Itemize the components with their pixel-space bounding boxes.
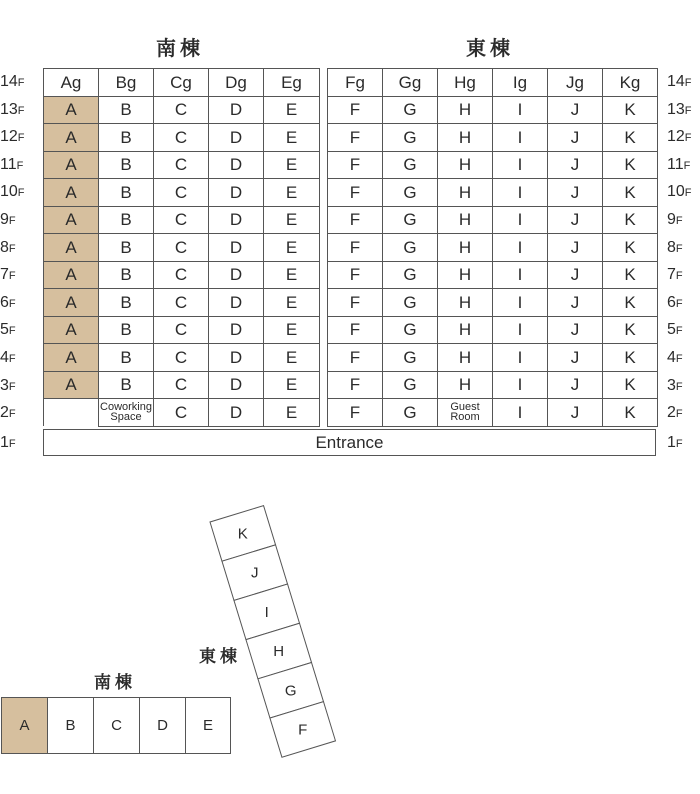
unit-k: K <box>603 289 658 317</box>
unit-c: C <box>154 316 209 344</box>
column-header-gg: Gg <box>383 69 438 97</box>
unit-e: E <box>264 124 320 152</box>
floor-number: 12 <box>667 128 685 146</box>
unit-g: G <box>383 151 438 179</box>
unit-a: A <box>44 151 99 179</box>
unit-f: F <box>328 206 383 234</box>
floor-number: 5 <box>667 321 676 339</box>
map-east-label: 東棟 <box>199 647 241 667</box>
unit-h: H <box>438 316 493 344</box>
unit-f: F <box>328 289 383 317</box>
floor-number: 10 <box>0 183 18 201</box>
unit-g: G <box>383 344 438 372</box>
column-header-ig: Ig <box>493 69 548 97</box>
unit-j: J <box>548 124 603 152</box>
unit-f: F <box>328 371 383 399</box>
map-east-stack <box>210 506 335 758</box>
unit-h: H <box>438 289 493 317</box>
unit-g: G <box>383 371 438 399</box>
column-header-ag: Ag <box>44 69 99 97</box>
unit-c: C <box>154 371 209 399</box>
unit-d: D <box>209 344 264 372</box>
floor-suffix: F <box>8 242 16 255</box>
unit-k: K <box>603 96 658 124</box>
unit-g: G <box>383 261 438 289</box>
map-unit-e: E <box>185 697 231 754</box>
floor-number: 8 <box>667 238 676 256</box>
floor-suffix: F <box>675 380 683 393</box>
column-header-dg: Dg <box>209 69 264 97</box>
unit-b: B <box>99 344 154 372</box>
unit-b: B <box>99 261 154 289</box>
column-header-eg: Eg <box>264 69 320 97</box>
floor-number: 7 <box>0 266 9 284</box>
unit-e: E <box>264 371 320 399</box>
floor-number: 3 <box>0 376 9 394</box>
unit-d: D <box>209 234 264 262</box>
floor-suffix: F <box>17 132 25 145</box>
floor-suffix: F <box>684 77 692 89</box>
floor-number: 1 <box>667 434 676 451</box>
floor-suffix: F <box>8 215 16 227</box>
floor-number: 13 <box>667 100 685 118</box>
unit-i: I <box>493 96 548 124</box>
unit-b: B <box>99 151 154 179</box>
floor-number: 4 <box>0 349 9 366</box>
unit-b: B <box>99 206 154 234</box>
unit-a: A <box>44 124 99 152</box>
unit-k: K <box>603 206 658 234</box>
map-unit-a: A <box>1 697 48 754</box>
unit-a: A <box>44 234 99 262</box>
unit-c: C <box>154 151 209 179</box>
unit-2f-4: I <box>493 399 548 427</box>
unit-f: F <box>328 124 383 152</box>
unit-k: K <box>603 316 658 344</box>
floor-number: 3 <box>667 376 676 394</box>
unit-g: G <box>383 234 438 262</box>
unit-e: E <box>264 316 320 344</box>
unit-k: K <box>603 344 658 372</box>
floor-number: 1 <box>0 434 9 451</box>
map-south-label: 南棟 <box>94 673 136 693</box>
unit-e: E <box>264 96 320 124</box>
unit-j: J <box>548 206 603 234</box>
unit-b: B <box>99 371 154 399</box>
floor-suffix: F <box>17 187 25 200</box>
floor-number: 6 <box>0 293 9 311</box>
unit-a: A <box>44 206 99 234</box>
floor-suffix: F <box>16 159 24 172</box>
unit-b: B <box>99 96 154 124</box>
unit-2f-4: D <box>209 399 264 427</box>
column-header-fg: Fg <box>328 69 383 97</box>
floor-number: 2 <box>667 404 676 422</box>
column-header-bg: Bg <box>99 69 154 97</box>
unit-g: G <box>383 206 438 234</box>
unit-j: J <box>548 179 603 207</box>
unit-d: D <box>209 124 264 152</box>
column-header-jg: Jg <box>548 69 603 97</box>
unit-i: I <box>493 206 548 234</box>
floor-number: 5 <box>0 321 9 339</box>
unit-e: E <box>264 206 320 234</box>
unit-i: I <box>493 124 548 152</box>
unit-d: D <box>209 316 264 344</box>
unit-i: I <box>493 234 548 262</box>
floor-number: 14 <box>0 73 18 90</box>
floor-suffix: F <box>8 325 16 338</box>
unit-a: A <box>44 344 99 372</box>
unit-d: D <box>209 289 264 317</box>
unit-e: E <box>264 151 320 179</box>
unit-h: H <box>438 344 493 372</box>
floor-number: 9 <box>667 211 676 228</box>
unit-b: B <box>99 179 154 207</box>
map-unit-j: J <box>251 564 259 582</box>
floor-suffix: F <box>17 104 25 117</box>
map-unit-f: F <box>298 721 308 739</box>
unit-d: D <box>209 96 264 124</box>
east-building-title: 東棟 <box>466 36 514 60</box>
unit-e: E <box>264 234 320 262</box>
unit-a: A <box>44 261 99 289</box>
unit-k: K <box>603 179 658 207</box>
unit-c: C <box>154 261 209 289</box>
unit-h: H <box>438 371 493 399</box>
map-unit-h: H <box>273 643 285 661</box>
floor-number: 6 <box>667 293 676 311</box>
floor-number: 11 <box>667 155 684 173</box>
unit-2f-1: F <box>328 399 383 427</box>
unit-i: I <box>493 289 548 317</box>
floor-suffix: F <box>8 438 16 450</box>
floor-number: 10 <box>667 183 685 201</box>
unit-f: F <box>328 151 383 179</box>
floor-suffix: F <box>675 297 683 310</box>
unit-a: A <box>44 179 99 207</box>
unit-j: J <box>548 344 603 372</box>
floor-number: 14 <box>667 73 685 90</box>
unit-g: G <box>383 124 438 152</box>
unit-f: F <box>328 261 383 289</box>
floor-suffix: F <box>8 297 16 310</box>
unit-j: J <box>548 289 603 317</box>
unit-2f-5: J <box>548 399 603 427</box>
unit-j: J <box>548 151 603 179</box>
unit-h: H <box>438 124 493 152</box>
unit-i: I <box>493 371 548 399</box>
unit-i: I <box>493 344 548 372</box>
unit-i: I <box>493 151 548 179</box>
floor-suffix: F <box>684 104 692 117</box>
floor-suffix: F <box>675 270 683 283</box>
unit-k: K <box>603 151 658 179</box>
unit-c: C <box>154 206 209 234</box>
unit-j: J <box>548 261 603 289</box>
unit-j: J <box>548 234 603 262</box>
south-building-title: 南棟 <box>156 36 204 60</box>
unit-g: G <box>383 316 438 344</box>
floor-suffix: F <box>675 353 683 365</box>
unit-f: F <box>328 234 383 262</box>
unit-i: I <box>493 261 548 289</box>
floor-suffix: F <box>675 408 683 421</box>
floor-number: 12 <box>0 128 18 146</box>
unit-i: I <box>493 179 548 207</box>
column-header-cg: Cg <box>154 69 209 97</box>
unit-k: K <box>603 371 658 399</box>
floor-number: 8 <box>0 238 9 256</box>
unit-2f-5: E <box>264 399 320 427</box>
unit-h: H <box>438 234 493 262</box>
unit-a: A <box>44 289 99 317</box>
entrance-floor: Entrance <box>43 429 656 456</box>
floor-suffix: F <box>8 270 16 283</box>
unit-b: B <box>99 289 154 317</box>
unit-j: J <box>548 316 603 344</box>
unit-2f-3: Guest Room <box>438 399 493 427</box>
unit-d: D <box>209 151 264 179</box>
unit-h: H <box>438 179 493 207</box>
floor-number: 4 <box>667 349 676 366</box>
unit-b: B <box>99 124 154 152</box>
unit-h: H <box>438 206 493 234</box>
unit-d: D <box>209 206 264 234</box>
unit-g: G <box>383 289 438 317</box>
unit-g: G <box>383 179 438 207</box>
unit-e: E <box>264 344 320 372</box>
floor-suffix: F <box>8 380 16 393</box>
unit-c: C <box>154 179 209 207</box>
unit-d: D <box>209 261 264 289</box>
unit-k: K <box>603 261 658 289</box>
unit-2f-2: G <box>383 399 438 427</box>
floor-suffix: F <box>675 325 683 338</box>
unit-j: J <box>548 96 603 124</box>
unit-g: G <box>383 96 438 124</box>
column-header-kg: Kg <box>603 69 658 97</box>
floor-number: 2 <box>0 404 9 422</box>
unit-2f-3: C <box>154 399 209 427</box>
unit-i: I <box>493 316 548 344</box>
unit-c: C <box>154 234 209 262</box>
unit-e: E <box>264 289 320 317</box>
unit-d: D <box>209 371 264 399</box>
floor-suffix: F <box>675 215 683 227</box>
map-unit-i: I <box>264 603 269 621</box>
unit-2f-2: Coworking Space <box>99 399 154 427</box>
unit-c: C <box>154 124 209 152</box>
unit-a: A <box>44 316 99 344</box>
floor-suffix: F <box>675 438 683 450</box>
floor-suffix: F <box>675 242 683 255</box>
unit-h: H <box>438 96 493 124</box>
floor-suffix: F <box>8 353 16 365</box>
unit-a: A <box>44 371 99 399</box>
floor-suffix: F <box>683 159 691 172</box>
floor-suffix: F <box>8 408 16 421</box>
map-unit-c: C <box>93 697 140 754</box>
floor-number: 11 <box>0 155 17 173</box>
floor-number: 7 <box>667 266 676 284</box>
unit-f: F <box>328 344 383 372</box>
unit-f: F <box>328 96 383 124</box>
unit-e: E <box>264 179 320 207</box>
unit-j: J <box>548 371 603 399</box>
map-unit-d: D <box>139 697 186 754</box>
unit-h: H <box>438 261 493 289</box>
unit-e: E <box>264 261 320 289</box>
floor-number: 9 <box>0 211 9 228</box>
floor-suffix: F <box>684 132 692 145</box>
unit-c: C <box>154 344 209 372</box>
unit-c: C <box>154 96 209 124</box>
floor-suffix: F <box>17 77 25 89</box>
floor-number: 13 <box>0 100 18 118</box>
floor-suffix: F <box>684 187 692 200</box>
unit-b: B <box>99 316 154 344</box>
unit-f: F <box>328 316 383 344</box>
unit-f: F <box>328 179 383 207</box>
unit-2f-6: K <box>603 399 658 427</box>
unit-k: K <box>603 234 658 262</box>
unit-d: D <box>209 179 264 207</box>
unit-c: C <box>154 289 209 317</box>
unit-b: B <box>99 234 154 262</box>
unit-k: K <box>603 124 658 152</box>
unit-h: H <box>438 151 493 179</box>
map-unit-b: B <box>47 697 94 754</box>
map-unit-k: K <box>237 525 248 543</box>
column-header-hg: Hg <box>438 69 493 97</box>
unit-a: A <box>44 96 99 124</box>
map-unit-g: G <box>284 682 297 700</box>
